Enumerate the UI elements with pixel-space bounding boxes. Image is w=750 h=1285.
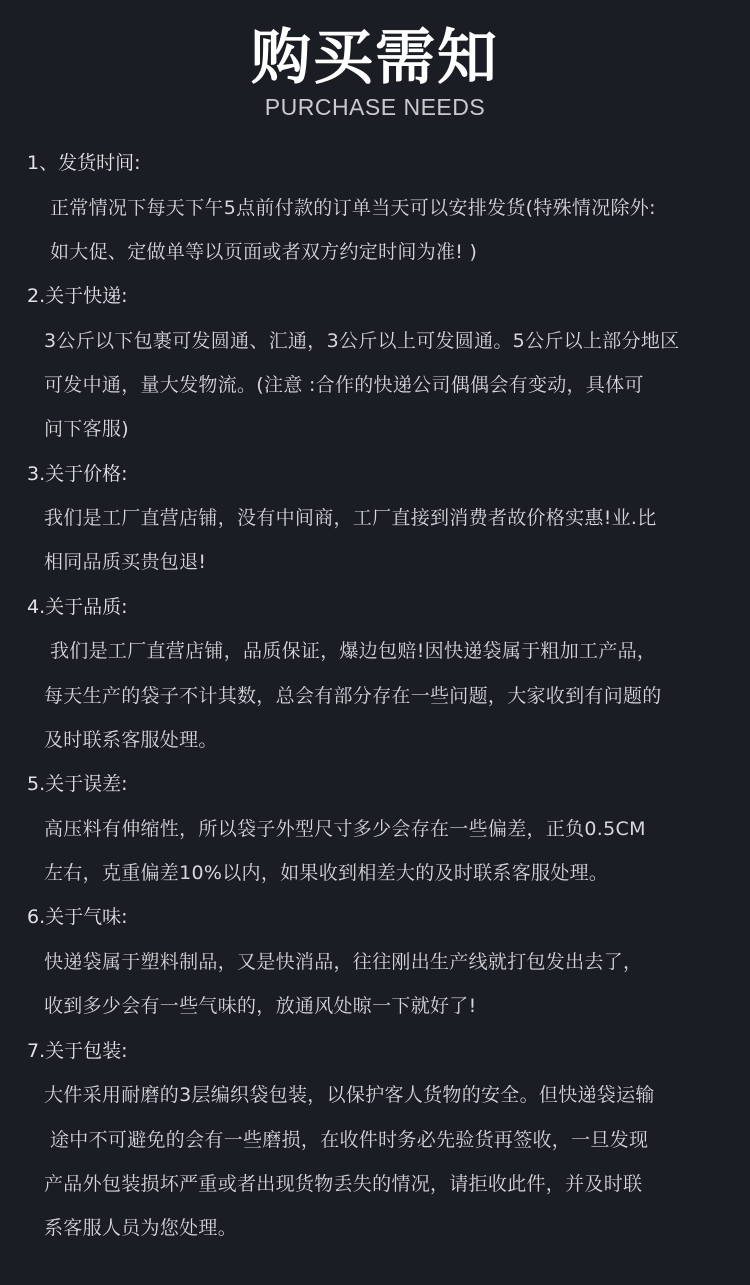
section-heading-express: 2.关于快递: (27, 285, 128, 307)
section-line: 及时联系客服处理。 (44, 729, 218, 751)
section-line: 我们是工厂直营店铺，没有中间商，工厂直接到消费者故价格实惠!业.比 (44, 507, 657, 529)
page-subtitle: PURCHASE NEEDS (264, 94, 486, 120)
section-heading-shipping-time: 1、发货时间: (27, 152, 141, 174)
section-line: 每天生产的袋子不计其数，总会有部分存在一些问题，大家收到有问题的 (44, 685, 662, 707)
section-line: 我们是工厂直营店铺，品质保证，爆边包赔!因快递袋属于粗加工产品， (50, 640, 657, 662)
section-line: 问下客服) (44, 418, 129, 440)
section-line: 相同品质买贵包退! (44, 551, 207, 573)
section-line: 如大促、定做单等以页面或者双方约定时间为准! ) (50, 241, 478, 263)
section-line: 产品外包装损坏严重或者出现货物丢失的情况，请拒收此件，并及时联 (44, 1173, 643, 1195)
section-heading-tolerance: 5.关于误差: (27, 773, 128, 795)
section-line: 正常情况下每天下午5点前付款的订单当天可以安排发货(特殊情况除外: (50, 197, 656, 219)
section-heading-quality: 4.关于品质: (27, 596, 128, 618)
section-line: 系客服人员为您处理。 (44, 1217, 238, 1239)
section-line: 大件采用耐磨的3层编织袋包装，以保护客人货物的安全。但快递袋运输 (44, 1084, 655, 1106)
section-heading-odor: 6.关于气味: (27, 906, 128, 928)
section-heading-price: 3.关于价格: (27, 463, 128, 485)
section-heading-packaging: 7.关于包装: (27, 1040, 128, 1062)
section-line: 途中不可避免的会有一些磨损，在收件时务必先验货再签收，一旦发现 (50, 1129, 649, 1151)
section-line: 快递袋属于塑料制品，又是快消品，往往刚出生产线就打包发出去了， (44, 951, 643, 973)
section-line: 收到多少会有一些气味的，放通风处晾一下就好了! (44, 995, 477, 1017)
section-line: 高压料有伸缩性，所以袋子外型尺寸多少会存在一些偏差，正负0.5CM (44, 818, 646, 840)
page-title: 购买需知 (251, 23, 499, 93)
section-line: 可发中通，量大发物流。(注意 :合作的快递公司偶偶会有变动，具体可 (44, 374, 644, 396)
section-line: 左右，克重偏差10%以内，如果收到相差大的及时联系客服处理。 (44, 862, 609, 884)
section-line: 3公斤以下包裹可发圆通、汇通，3公斤以上可发圆通。5公斤以上部分地区 (44, 330, 680, 352)
